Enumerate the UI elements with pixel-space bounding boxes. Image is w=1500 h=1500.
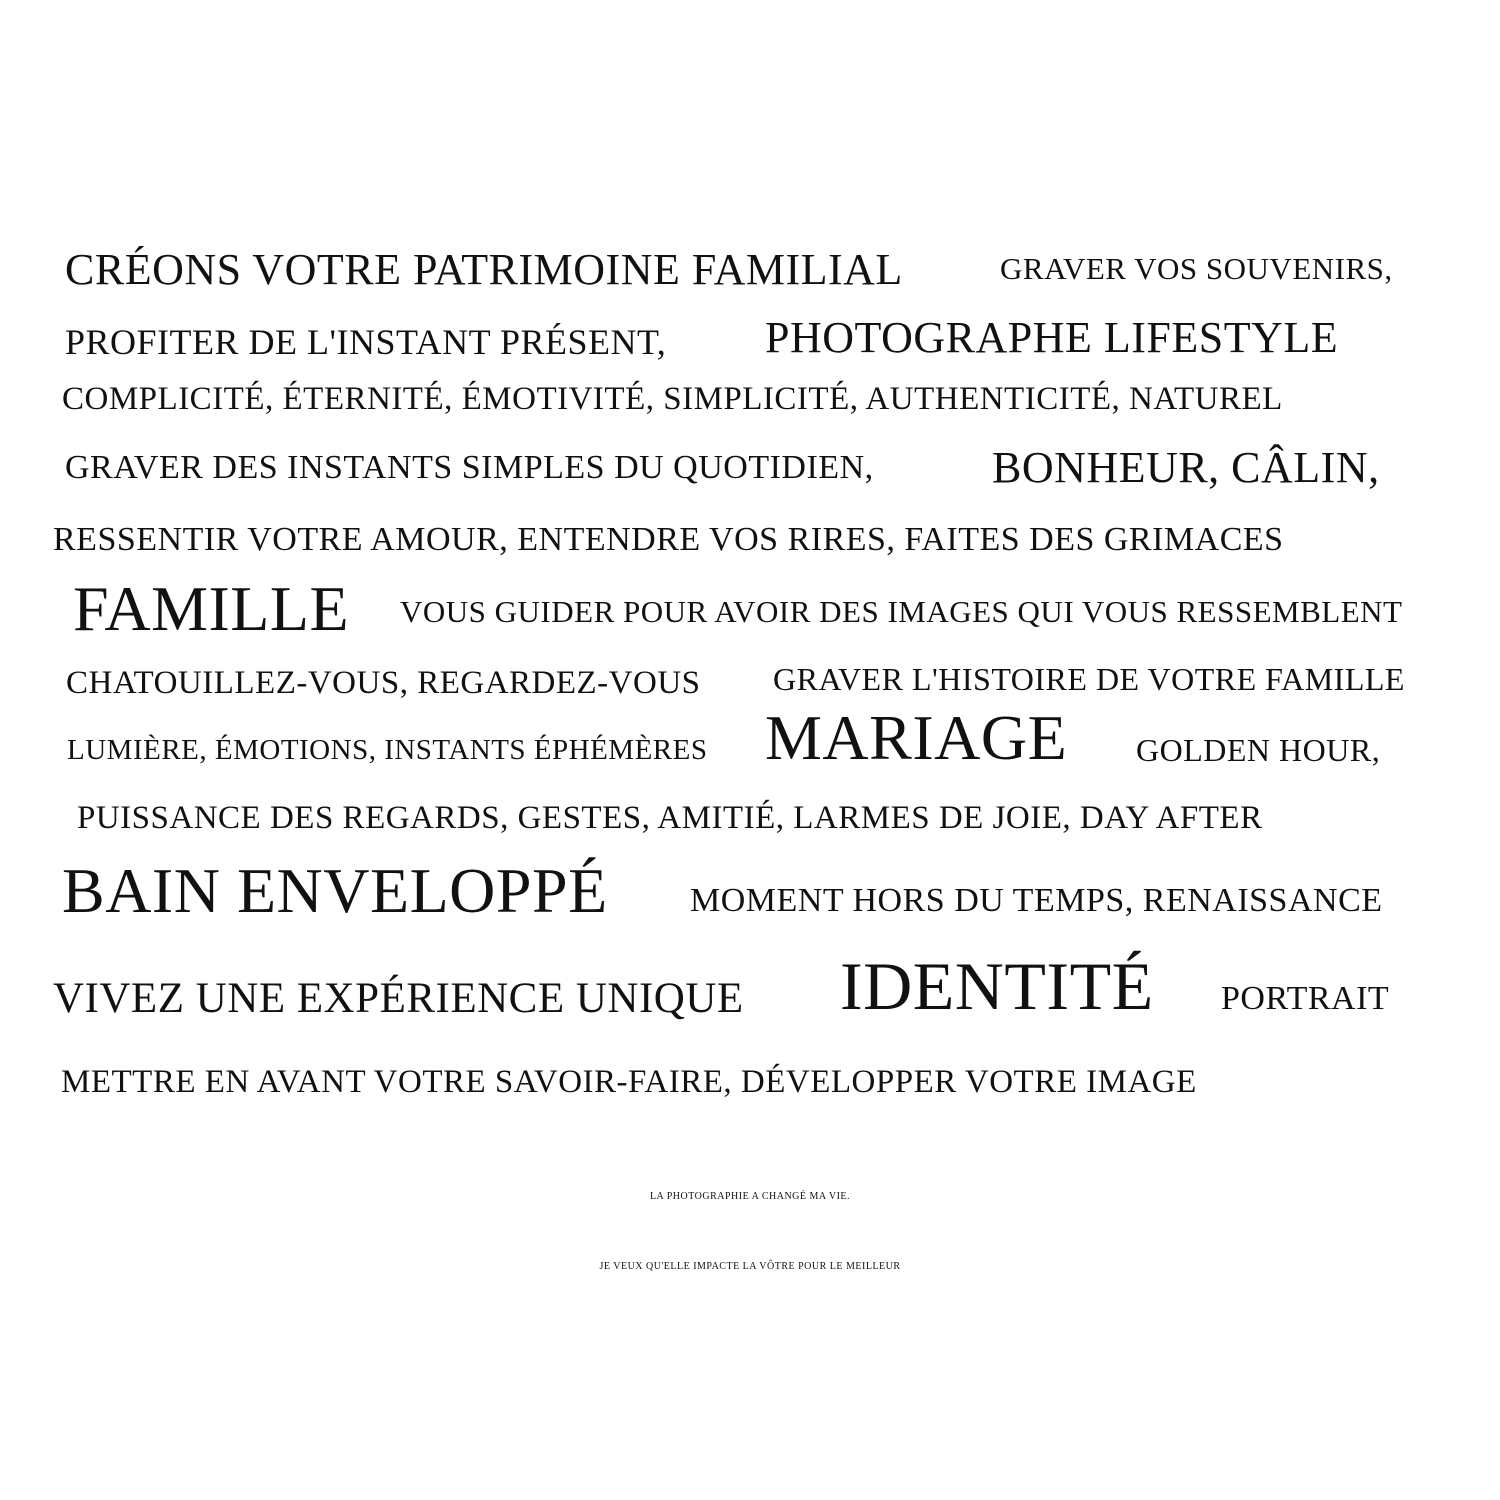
phrase-bonheur: BONHEUR, CÂLIN, (992, 443, 1380, 492)
phrase-bain: BAIN ENVELOPPÉ (62, 855, 608, 926)
phrase-identite: IDENTITÉ (840, 948, 1154, 1024)
phrase-golden-hour: GOLDEN HOUR, (1136, 732, 1381, 768)
phrase-graver-instants: GRAVER DES INSTANTS SIMPLES DU QUOTIDIEN, (65, 449, 874, 486)
phrase-puissance: PUISSANCE DES REGARDS, GESTES, AMITIÉ, LARMES DE JOIE, DAY AFTER (77, 800, 1263, 836)
phrase-complicite: COMPLICITÉ, ÉTERNITÉ, ÉMOTIVITÉ, SIMPLICITÉ, AUTHENTICITÉ, NATUREL (62, 381, 1283, 417)
phrase-lumiere: LUMIÈRE, ÉMOTIONS, INSTANTS ÉPHÉMÈRES (67, 734, 708, 766)
phrase-creons: CRÉONS VOTRE PATRIMOINE FAMILIAL (65, 245, 903, 294)
phrase-photographe-lifestyle: PHOTOGRAPHE LIFESTYLE (765, 313, 1339, 362)
phrase-vivez: VIVEZ UNE EXPÉRIENCE UNIQUE (53, 975, 744, 1022)
phrase-portrait: PORTRAIT (1221, 980, 1390, 1017)
phrase-moment: MOMENT HORS DU TEMPS, RENAISSANCE (690, 882, 1383, 919)
phrase-mettre: METTRE EN AVANT VOTRE SAVOIR-FAIRE, DÉVELOPPER VOTRE IMAGE (61, 1064, 1197, 1100)
phrase-graver-souvenirs: GRAVER VOS SOUVENIRS, (1000, 251, 1393, 286)
phrase-graver-histoire: GRAVER L'HISTOIRE DE VOTRE FAMILLE (773, 661, 1405, 697)
phrase-ressentir: RESSENTIR VOTRE AMOUR, ENTENDRE VOS RIRES, FAITES DES GRIMACES (53, 521, 1284, 558)
closing-line-2: JE VEUX QU'ELLE IMPACTE LA VÔTRE POUR LE MEILLEUR (599, 1261, 901, 1272)
phrase-mariage: MARIAGE (765, 702, 1068, 773)
phrase-vous-guider: VOUS GUIDER POUR AVOIR DES IMAGES QUI VOUS RESSEMBLENT (400, 594, 1403, 629)
phrase-profiter: PROFITER DE L'INSTANT PRÉSENT, (65, 322, 667, 362)
phrase-chatouillez: CHATOUILLEZ-VOUS, REGARDEZ-VOUS (66, 665, 701, 701)
phrase-famille: FAMILLE (73, 573, 350, 644)
closing-line-1: LA PHOTOGRAPHIE A CHANGÉ MA VIE. (649, 1191, 851, 1202)
